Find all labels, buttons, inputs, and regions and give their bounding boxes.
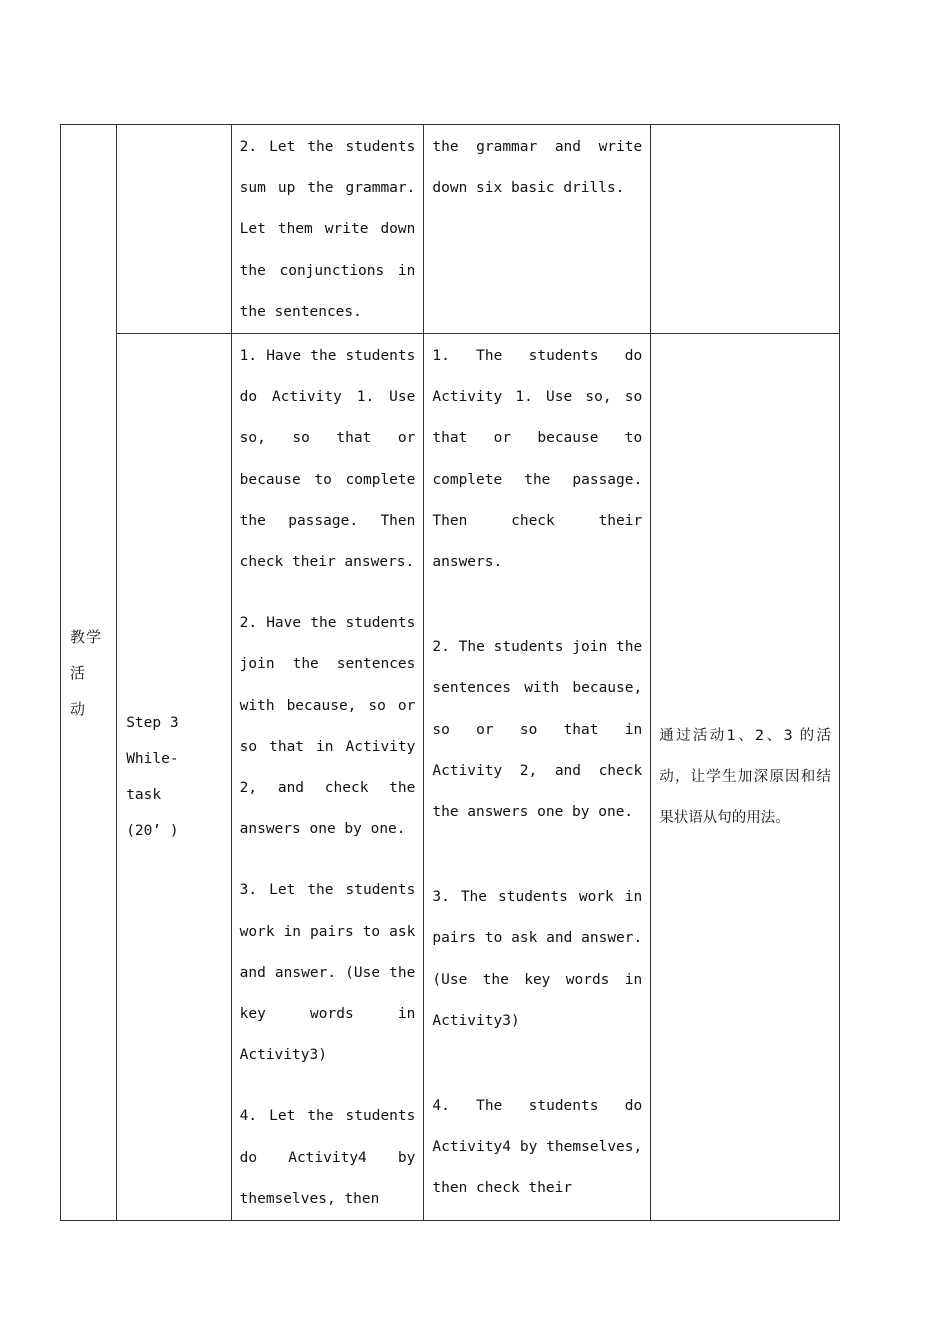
step-line: task [126,787,162,804]
purpose-cell [651,125,840,334]
teacher-activity-cell [231,334,424,1221]
stage-label-line: 教学 [70,627,103,646]
teacher-activity-text: 2. Let the students sum up the grammar. Let them write down the conjunctions in the sentences. [239,139,416,320]
step-line: (20’ ) [126,823,179,840]
stage-label-line: 动 [70,699,87,718]
teacher-activity-item: 3. Let the students work in pairs to ask and answer. (Use the key words in Activity3) [239,882,416,1064]
student-activity-item: 3. The students work in pairs to ask and answer. (Use the key words in Activity3) [432,889,643,1029]
step-cell [117,334,231,1221]
student-activity-text: the grammar and write down six basic drills. [432,139,643,197]
teacher-activity-item: 1. Have the students do Activity 1. Use so, so that or because to complete the passage. Then check their answers. [239,348,416,571]
lesson-plan-table [60,124,840,1221]
student-activity-cell [424,334,651,1221]
teacher-activity-cell [231,125,424,334]
teacher-activity-item: 2. Have the students join the sentences with because, so or so that in Activity 2, and check the answers one by one. [239,615,416,838]
purpose-cell [651,334,840,1221]
student-activity-item: 2. The students join the sentences with because, so or so that in Activity 2, and check the answers one by one. [432,639,643,821]
step-line: Step 3 [126,715,179,732]
stage-label-line: 活 [70,663,87,682]
student-activity-cell [424,125,651,334]
stage-cell [61,125,117,1221]
purpose-text: 通过活动1、2、3 的活动，让学生加深原因和结果状语从句的用法。 [659,727,831,826]
teacher-activity-item: 4. Let the students do Activity4 by themselves, then [239,1108,416,1207]
step-line: While- [126,751,179,768]
student-activity-item: 1. The students do Activity 1. Use so, so that or because to complete the passage. Then check their answers. [432,348,643,571]
table-row [61,125,840,334]
step-cell-empty [117,125,231,334]
table-row [61,334,840,1221]
student-activity-item: 4. The students do Activity4 by themselves, then check their [432,1098,643,1197]
